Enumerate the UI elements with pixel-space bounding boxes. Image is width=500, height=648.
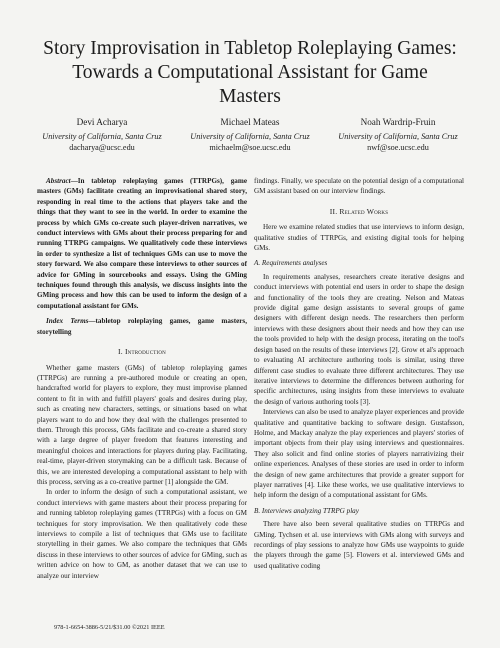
- author-block: [28, 117, 472, 154]
- author-email: nwf@soe.ucsc.edu: [367, 143, 429, 152]
- author-3: [324, 117, 472, 154]
- right-column: [254, 176, 464, 571]
- requirements-paragraph-1: In requirements analyses, researchers create iterative designs and conduct interviews with potential end users in order to shape the design and functionality of the tools they are creating. Nelson and Mateas provide digital game design assistants to several groups of game designers with different design needs. The researchers then perform interviews with these designers about their needs and how they can use the tools provided to help with the design process, iterating on the tool's design based on the results of these interviews [2]. Grow et al's approach to evaluating AI architecture authoring tools is similar, using three different case studies to evaluate three different architectures. They use iterative interviews to determine the differences between authoring for specific architectures, using insights from these interviews to evaluate the design of various authoring tools [3].: [254, 272, 464, 406]
- section-heading-introduction: I. Introduction: [118, 347, 166, 357]
- author-2: [176, 117, 324, 154]
- subsection-heading-interviews: B. Interviews analyzing TTRPG play: [254, 506, 359, 515]
- author-email: michaelm@soe.ucsc.edu: [209, 143, 291, 152]
- index-terms-lead: Index Terms: [46, 317, 89, 326]
- author-email: dacharya@ucsc.edu: [69, 143, 135, 152]
- author-affiliation: University of California, Santa Cruz: [338, 131, 458, 141]
- abstract: [37, 176, 247, 311]
- subsection-heading-requirements: A. Requirements analyses: [254, 259, 328, 268]
- intro-paragraph-2: In order to inform the design of such a computational assistant, we conduct interviews with game masters about their process preparing for and running tabletop roleplaying games (TTRPGs) with a focus on GM techniques for story improvisation. We then qualitatively code these interviews to compile a list of techniques that GMs use to facilitate storytelling in their games. We also compare the techniques that GMs discuss in these interviews to other sources of advice for GMing, such as written advice on how to GM, as another dataset that we can use to analyze our interview: [37, 488, 247, 580]
- related-works-paragraph: Here we examine related studies that use interviews to inform design, qualitative studies of TTRPGs, and existing digital tools for helping GMs.: [254, 223, 464, 253]
- left-column: [37, 176, 247, 581]
- index-terms: [37, 316, 247, 337]
- section-heading-related-works: II. Related Works: [329, 206, 389, 216]
- author-name: Noah Wardrip-Fruin: [360, 117, 436, 127]
- intro-paragraph-continued: findings. Finally, we speculate on the potential design of a computational GM assistant based on our interview findings.: [254, 177, 464, 196]
- intro-paragraph-1: Whether game masters (GMs) of tabletop roleplaying games (TTRPGs) are running a pre-authored module or creating an open, handcrafted world for players to explore, they must improvise planned content to fit in with and fulfill players' goals and desires during play, such as creating new characters, settings, or situations based on what players want to do and how they deal with the challenges presented to them. Through this process, GMs facilitate and co-create a shared story with a large degree of player freedom that features interesting and meaningful choices and interactions for players during play. Facilitating, real-time, player-driven storymaking can be a difficult task. Because of this, we are interested developing a computational assistant to help with this process, serving as a co-creative partner [1] alongside the GM.: [37, 363, 247, 486]
- copyright-footer: 978-1-6654-3886-5/21/$31.00 ©2021 IEEE: [54, 624, 165, 631]
- paper-title: Story Improvisation in Tabletop Roleplaying Games: Towards a Computational Assistant for Game Masters: [43, 38, 457, 107]
- abstract-text: —In tabletop roleplaying games (TTRPGs), game masters (GMs) facilitate creating an improvisational shared story, responding in real time to the actions that players take and the things that they want to see in the world. In order to examine the process by which GMs co-create such player-driven narratives, we conduct interviews with GMs about their process preparing for and running TTRPG campaigns. We qualitatively code these interviews in order to synthesize a list of techniques GMs can use to move the story forward. We also compare these interviews to other sources of advice for GMing in sourcebooks and essays. Using the GMing techniques found through this analysis, we discuss insights into the GMing process and how this can be used to inform the design of a computational assistant for GMs.: [37, 177, 247, 310]
- requirements-paragraph-2: Interviews can also be used to analyze player experiences and provide qualitative and quantitative backing to software design. Gustafsson, Holme, and Mackay analyze the play experiences and players' stories of important objects from their play using interviews and questionnaires. They also solicit and find online stories of players narrativizing their online experiences. Analyses of these stories are used in order to inform the design of new game architectures that provide a greater support for player narratives [4]. Like these works, we use qualitative interviews to help inform the design of a computational assistant for GMs.: [254, 408, 464, 500]
- abstract-lead: Abstract: [46, 177, 71, 185]
- author-affiliation: University of California, Santa Cruz: [42, 131, 162, 141]
- author-1: [28, 117, 176, 154]
- interviews-paragraph-1: There have also been several qualitative studies on TTRPGs and GMing. Tychsen et al. use interviews with GMs along with surveys and recordings of play sessions to analyze how GMs use waypoints to guide the players through the game [5]. Flowers et al. interviewed GMs and used qualitative coding: [254, 520, 464, 570]
- author-name: Michael Mateas: [220, 117, 280, 127]
- author-affiliation: University of California, Santa Cruz: [190, 131, 310, 141]
- author-name: Devi Acharya: [76, 117, 128, 127]
- index-terms-text: —tabletop roleplaying games, game masters, storytelling: [37, 317, 247, 336]
